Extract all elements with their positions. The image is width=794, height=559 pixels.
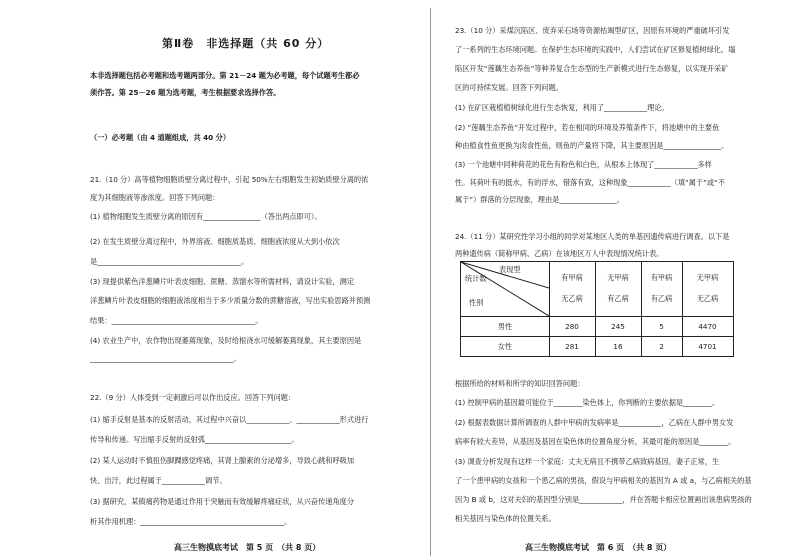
col-header-2-bottom: 有乙病 <box>607 294 629 303</box>
q24-part-3-line-1: (3) 调查分析发现有这样一个家庭：丈夫无病且不携带乙病致病基因，妻子正常，生 <box>455 457 720 466</box>
table-cell: 4701 <box>698 342 717 351</box>
q23-line-1: 23.（10 分）采煤沉陷区、废弃采石场等资源枯竭型矿区，因原有环境的严重破坏引发 <box>455 26 730 35</box>
intro-line-2: 须作答。第 25－26 题为选考题，考生根据要求选择作答。 <box>90 88 281 97</box>
q23-line-3: 陷区开发“莲藕生态养鱼”等种养复合生态型的生产新模式进行生态修复，以实现开采矿 <box>455 64 729 73</box>
q24-part-3-line-3: 因为 B 或 b，这对夫妇的基因型分别是____________，并在答题卡相应位置画出该患病男孩的 <box>455 495 752 504</box>
q22-line-4: (2) 某人运动时不慎扭伤脚踝感觉疼痛，其肾上腺素的分泌增多，导致心跳和呼吸加 <box>90 456 355 465</box>
col-header-4-bottom: 无乙病 <box>696 294 719 303</box>
corner-label-count: 统计数 <box>465 274 487 283</box>
genetic-disease-table <box>460 261 734 357</box>
q21-line-4: (2) 在发生质壁分离过程中，外界溶液、细胞质基质、细胞液浓度从大到小依次 <box>90 237 340 246</box>
col-header-1-top: 有甲病 <box>561 273 583 282</box>
q22-line-1: 22.（9 分）人体受到一定刺激后可以作出反应。回答下列问题： <box>90 393 296 402</box>
q21-line-1: 21.（10 分）高等植物细胞质壁分离过程中，引起 50%左右细胞发生初始质壁分离的浓 <box>90 175 369 184</box>
q21-line-8: 结果：________________________________________。 <box>90 316 263 325</box>
q24-part-1: (1) 控制甲病的基因最可能位于________染色体上，你判断的主要依据是________。 <box>455 398 720 407</box>
page-5 <box>90 0 408 559</box>
q24-part-2-line-1: (2) 根据表数据计算所调查的人群中甲病的发病率是____________，乙病在人群中男女发 <box>455 418 734 427</box>
table-cell: 2 <box>659 342 664 351</box>
q24-prompt: 根据所给的材料和所学的知识回答问题： <box>455 379 585 388</box>
row-label-male: 男性 <box>497 322 513 331</box>
col-header-3-top: 有甲病 <box>650 273 673 282</box>
section-title: 第Ⅱ卷 非选择题（共 60 分） <box>162 37 330 50</box>
q22-line-5: 快、出汗，此过程属于____________调节。 <box>90 476 227 485</box>
required-heading: （一）必考题（由 4 道题组成，共 40 分） <box>90 133 231 142</box>
table-hline <box>461 316 733 317</box>
footer-page-6: 高三生物摸底考试 第 6 页 （共 8 页） <box>525 543 672 552</box>
col-header-4-top: 无甲病 <box>696 273 719 282</box>
table-cell: 245 <box>611 322 625 331</box>
intro-line-1: 本非选择题包括必考题和选考题两部分。第 21－24 题为必考题，每个试题考生都必 <box>90 71 360 80</box>
q24-line-2: 两种遗传病（简称甲病、乙病）在该地区万人中表现情况统计表。 <box>455 249 664 258</box>
q21-line-9: (4) 农业生产中，农作物出现萎蔫现象，及时给根浇水可缓解萎蔫现象，其主要原因是 <box>90 336 362 345</box>
q24-part-3-line-4: 相关基因与染色体的位置关系。 <box>455 514 556 523</box>
table-cell: 281 <box>565 342 579 351</box>
q24-line-1: 24.（11 分）某研究性学习小组的同学对某地区人类的单基因遗传病进行调查。以下是 <box>455 232 730 241</box>
q23-line-5: (1) 在矿区栽植植树绿化进行生态恢复，利用了____________理论。 <box>455 103 669 112</box>
q22-line-2: (1) 缩手反射是基本的反射活动，其过程中兴奋以____________、____________形式进行 <box>90 415 369 424</box>
q22-line-6: (3) 据研究，某镇痛药物是通过作用于突触而有效缓解疼痛症状，从兴奋传递角度分 <box>90 497 355 506</box>
table-cell: 16 <box>613 342 623 351</box>
col-header-2-top: 无甲病 <box>607 273 629 282</box>
q23-line-9: 性。其荷叶有的挺水，有的浮水，错落有致，这种现象____________（填“属于”或“不 <box>455 178 725 187</box>
table-hline <box>461 336 733 337</box>
q22-line-7: 析其作用机理：________________________________________。 <box>90 517 292 526</box>
q21-line-2: 度为其细胞液等渗浓度。回答下列问题： <box>90 193 220 202</box>
q23-line-2: 了一系列的生态环境问题。在保护生态环境的实践中，人们尝试在矿区修复植树绿化，塌 <box>455 45 736 54</box>
corner-label-phenotype: 表现型 <box>499 265 521 274</box>
col-header-1-bottom: 无乙病 <box>561 294 583 303</box>
table-cell: 5 <box>659 322 664 331</box>
q21-line-7: 洋葱鳞片叶表皮细胞的细胞液浓度相当于多少质量分数的蔗糖溶液，写出实验思路并预测 <box>90 296 371 305</box>
q24-part-3-line-2: 了一个患甲病的女孩和一个患乙病的男孩，假设与甲病相关的基因为 A 或 a，与乙病相关的基 <box>455 476 752 485</box>
q23-line-7: 种由植食性鱼更换为肉食性鱼，则鱼的产量将下降，其主要原因是________________。 <box>455 141 729 150</box>
q21-line-5: 是________________________________________。 <box>90 257 249 266</box>
table-cell: 280 <box>565 322 579 331</box>
page-6 <box>455 0 777 559</box>
q23-line-4: 区的可持续发展。回答下列问题。 <box>455 83 563 92</box>
footer-page-5: 高三生物摸底考试 第 5 页 （共 8 页） <box>174 543 321 552</box>
q23-line-10: 属于”）群落的分层现象，理由是________________。 <box>455 195 625 204</box>
table-cell: 4470 <box>698 322 717 331</box>
row-label-female: 女性 <box>497 342 513 351</box>
q21-line-6: (3) 现提供紫色洋葱鳞片叶表皮细胞、蔗糖、蒸馏水等所需材料，请设计实验，测定 <box>90 277 355 286</box>
page-divider <box>430 8 431 556</box>
q22-line-3: 传导和传递。写出缩手反射的反射弧________________________。 <box>90 435 299 444</box>
q23-line-8: (3) 一个池塘中同种荷花的花色有粉色和白色，从根本上体现了____________多样 <box>455 160 712 169</box>
corner-label-sex: 性别 <box>469 298 484 307</box>
q23-line-6: (2) “莲藕生态养鱼”开发过程中，若在相同的环境及养殖条件下，将池塘中的主要鱼 <box>455 123 720 132</box>
col-header-3-bottom: 有乙病 <box>650 294 673 303</box>
q21-line-3: (1) 植物细胞发生质壁分离的原因有________________（答出两点即可）。 <box>90 212 322 221</box>
q21-line-10: ________________________________________。 <box>90 354 241 363</box>
q24-part-2-line-2: 病率有较大差异，从基因及基因在染色体的位置角度分析，其最可能的原因是________。 <box>455 437 736 446</box>
